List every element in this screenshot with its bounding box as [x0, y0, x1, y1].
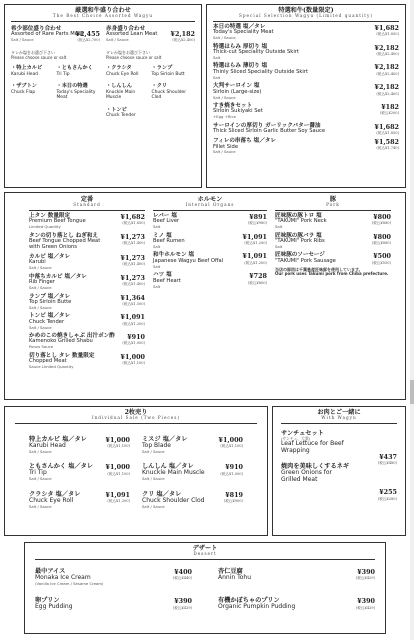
- menu-item: 最中アイス Monaka Ice Cream (Vanilla Ice Cream / Sesame Cream) ¥400 (税込¥440): [35, 567, 192, 586]
- section-title-jp: ホルモン: [197, 196, 223, 203]
- section-title-en: Internal Organs: [185, 202, 235, 208]
- scrollbar-thumb[interactable]: [410, 380, 414, 404]
- menu-item: 卵プリン Egg Pudding ¥390 (税込¥429): [35, 597, 192, 611]
- two-pieces-section: [4, 406, 268, 536]
- menu-item: 切り落とし タレ 数量限定 Chopped Meat Sauce Limited Quantity ¥1,000 (税込¥1,100): [29, 352, 145, 370]
- menu-item: 特上カルビ 塩／タレ Karubi Head Salt / Sauce ¥1,000 (税込¥1,100): [29, 435, 130, 454]
- section-title-jp: デザート: [192, 545, 218, 552]
- item-price: ¥2,455 (税込¥2,700): [75, 29, 100, 43]
- menu-item: カルビ 塩／タレ Karubi Salt / Sauce ¥1,273 (税込¥1,400): [29, 254, 145, 271]
- section-title-jp: 2枚売り: [124, 409, 148, 416]
- item-en: Assorted of Rare Parts Meat: [11, 31, 84, 38]
- menu-item: ハツ 塩 Beef Heart Salt ¥728 (税込¥800): [153, 272, 267, 289]
- section-title-en: Dessert: [193, 551, 217, 557]
- section-title-en: Special Selection Wagyu (Limited quantity): [239, 13, 373, 19]
- section-title-jp: 豚: [329, 196, 337, 203]
- menu-item: [106, 26, 195, 42]
- standard-column: [29, 196, 145, 373]
- menu-item: 和牛ホルモン 塩 Japanese Wagyu Beef Offal Salt ¥1,091 (税込¥1,200): [153, 252, 267, 269]
- section-title-en: Pork: [326, 202, 340, 208]
- section-title-en: The Best Choice Assorted Wagyu: [52, 13, 154, 19]
- item-price: ¥2,182 (税込¥2,400): [374, 83, 399, 96]
- item-jp: 希少部位盛り合わせ: [11, 25, 62, 32]
- item-price: ¥1,682 (税込¥1,850): [374, 23, 399, 37]
- list-item: ・ともさんかく Tri Tip: [56, 65, 93, 78]
- menu-item: 上タン 数量限定 Premium Beef Tongue Limited Quantity ¥1,682 (税込¥1,850): [29, 212, 145, 230]
- menu-item: 特選はらみ 厚切り 塩 Thick-cut Speciality Outside Skirt Salt ¥2,182 (税込¥2,400): [213, 43, 399, 61]
- list-note: タレか塩をお選び下さい: [106, 50, 150, 56]
- section-title-en: Individual Sale (Two Pieces): [91, 415, 181, 421]
- section-title-jp: 定番: [80, 196, 94, 203]
- menu-item: ランプ 塩／タレ Top Sirloin Butte Salt / Sauce ¥1,364 (税込¥1,500): [29, 293, 145, 310]
- standard-organs-pork-section: [4, 192, 406, 400]
- special-wagyu-section: [206, 4, 406, 188]
- item-price: ¥182 (税込¥200): [379, 102, 399, 116]
- menu-item: トンビ 塩／タレ Chuck Tender Salt / Sauce ¥1,091 (税込¥1,200): [29, 313, 145, 330]
- section-title-jp: 厳選和牛盛り合わせ: [75, 7, 131, 14]
- list-note-en: Please choose sauce or salt: [11, 54, 67, 60]
- list-item: ・クラシタ Chuck Eye Roll: [106, 65, 139, 78]
- item-price: ¥2,182 (税込¥2,400): [170, 29, 195, 43]
- item-en: Assorted Lean Meat: [106, 31, 158, 38]
- menu-item: タンの切り落とし ねぎ和え Beef Tongue Chopped Meat with Green Onions ¥1,273 (税込¥1,400): [29, 232, 145, 251]
- section-title: [213, 7, 399, 19]
- menu-item: しんしん 塩／タレ Knuckle Main Muscle Salt / Sauce ¥910 (税込¥1,000): [142, 463, 243, 482]
- list-item: ・特上カルビ Karubi Head: [11, 65, 43, 78]
- menu-item: 有機かぼちゃのプリン Organic Pumpkin Pudding ¥390 (税込¥429): [218, 597, 375, 611]
- section-title-en: With Wagyu: [321, 415, 357, 421]
- section-title-jp: 特選和牛(数量限定): [278, 7, 334, 14]
- menu-item: クラシタ 塩／タレ Chuck Eye Roll Salt / Sauce ¥1,091 (税込¥1,200): [29, 490, 130, 509]
- menu-item: 大判サーロイン 塩 Sirloin (Large-size) Salt / Sauce ¥2,182 (税込¥2,400): [213, 83, 399, 100]
- menu-item: 本日の特選 塩／タレ Today's Speciality Meat Salt / Sauce ¥1,682 (税込¥1,850): [213, 23, 399, 41]
- menu-item: クリ 塩／タレ Chuck Shoulder Clod Salt / Sauce ¥819 (税込¥900): [142, 490, 243, 509]
- section-title: [11, 7, 195, 19]
- menu-item: ともさんかく 塩／タレ Tri Tip Salt / Sauce ¥1,000 (税込¥1,100): [29, 463, 130, 482]
- item-price: ¥2,182 (税込¥2,400): [374, 63, 399, 76]
- organs-column: [153, 196, 267, 292]
- item-price: ¥1,682 (税込¥1,850): [374, 122, 399, 136]
- menu-item: サンチュセット (サンチュ、大葉) Leaf Lettuce for Beef Wrapping ¥437 (税込¥480): [281, 429, 397, 466]
- item-jp: 赤身盛り合わせ: [106, 25, 146, 32]
- list-item: ・ランプ Top Sirloin Butt: [151, 65, 185, 78]
- menu-item: かめのこの焼きしゃぶ 出汁ポン酢 Kamenoko Grilled Shabu Ponzu Sauce ¥910 (税込¥1,000): [29, 333, 145, 350]
- item-sub: Salt / Sauce: [106, 37, 129, 43]
- menu-item: レバー 塩 Beef Liver Salt ¥891 (税込¥980): [153, 212, 267, 230]
- section-title-en: Standard: [73, 202, 101, 208]
- menu-item: 匠味豚の豚バラ 塩 "TAKUMI" Pork Ribs Salt ¥800 (税込¥880): [275, 232, 391, 250]
- list-item: ・クリ Chuck Shoulder Clod: [151, 83, 187, 101]
- with-wagyu-section: [272, 406, 406, 536]
- pork-note-jp: 当店の豚肉は千葉県産匠味豚を使用しています。: [275, 266, 363, 272]
- list-item: ・しんしん Knuckle Main Muscle: [106, 83, 136, 101]
- item-price: ¥2,182 (税込¥2,400): [374, 43, 399, 57]
- assorted-wagyu-section: [4, 4, 202, 188]
- menu-item: フィレの串落ち 塩／タレ Fillet Side Salt / Sauce ¥1,582 (税込¥1,740): [213, 138, 399, 155]
- menu-item: 杏仁豆腐 Annin Tohu ¥390 (税込¥429): [218, 567, 375, 582]
- pork-column: [275, 196, 391, 277]
- item-sub: Salt / Sauce: [11, 37, 34, 43]
- menu-item: 中落ちカルビ 塩／タレ Rib Finger Salt / Sauce ¥1,273 (税込¥1,400): [29, 273, 145, 291]
- list-note-en: Please choose sauce or salt: [106, 54, 162, 60]
- menu-item: ミスジ 塩／タレ Top Blade Salt / Sauce ¥1,000 (税込¥1,100): [142, 435, 243, 454]
- pork-note-en: Our pork uses Takumi pork from Chiba prefecture.: [275, 271, 389, 277]
- section-title-jp: お肉とご一緒に: [317, 409, 361, 416]
- dessert-section: [24, 542, 386, 634]
- menu-item: サーロインの厚切り ガーリックバター醤油 Thick Sliced Sirloin Garlic Butter Soy Sauce ¥1,682 (税込¥1,850): [213, 122, 399, 136]
- list-item: ・ザブトン Chuck Flap: [11, 83, 37, 96]
- menu-item: 焼肉を美味しくするネギ Green Onions for Grilled Meat ¥255 (税込¥280): [281, 463, 397, 501]
- menu-item: 匠味豚の豚トロ 塩 "TAKUMI" Pork Neck Salt ¥800 (税込¥880): [275, 212, 391, 230]
- vertical-scrollbar[interactable]: [410, 0, 414, 640]
- list-item: ・本日の特選 Today's Speciality Meat: [56, 83, 96, 101]
- menu-item: 特選はらみ 薄切り 塩 Thinly Sliced Speciality Outside Skirt Salt ¥2,182 (税込¥2,400): [213, 63, 399, 80]
- menu-item: すき焼きセット Sirloin Sukiyaki Set +Egg +Rice ¥182 (税込¥200): [213, 102, 399, 120]
- list-note: タレか塩をお選び下さい: [11, 50, 55, 56]
- menu-item: [11, 26, 100, 42]
- item-price: ¥1,582 (税込¥1,740): [374, 138, 399, 151]
- menu-item: ミノ 塩 Beef Rumen Salt ¥1,091 (税込¥1,200): [153, 232, 267, 250]
- menu-item: 匠味豚のソーセージ "TAKUMI" Pork Sausage ¥500 (税込¥550): [275, 252, 391, 265]
- list-item: ・トンビ Chuck Tender: [106, 106, 136, 119]
